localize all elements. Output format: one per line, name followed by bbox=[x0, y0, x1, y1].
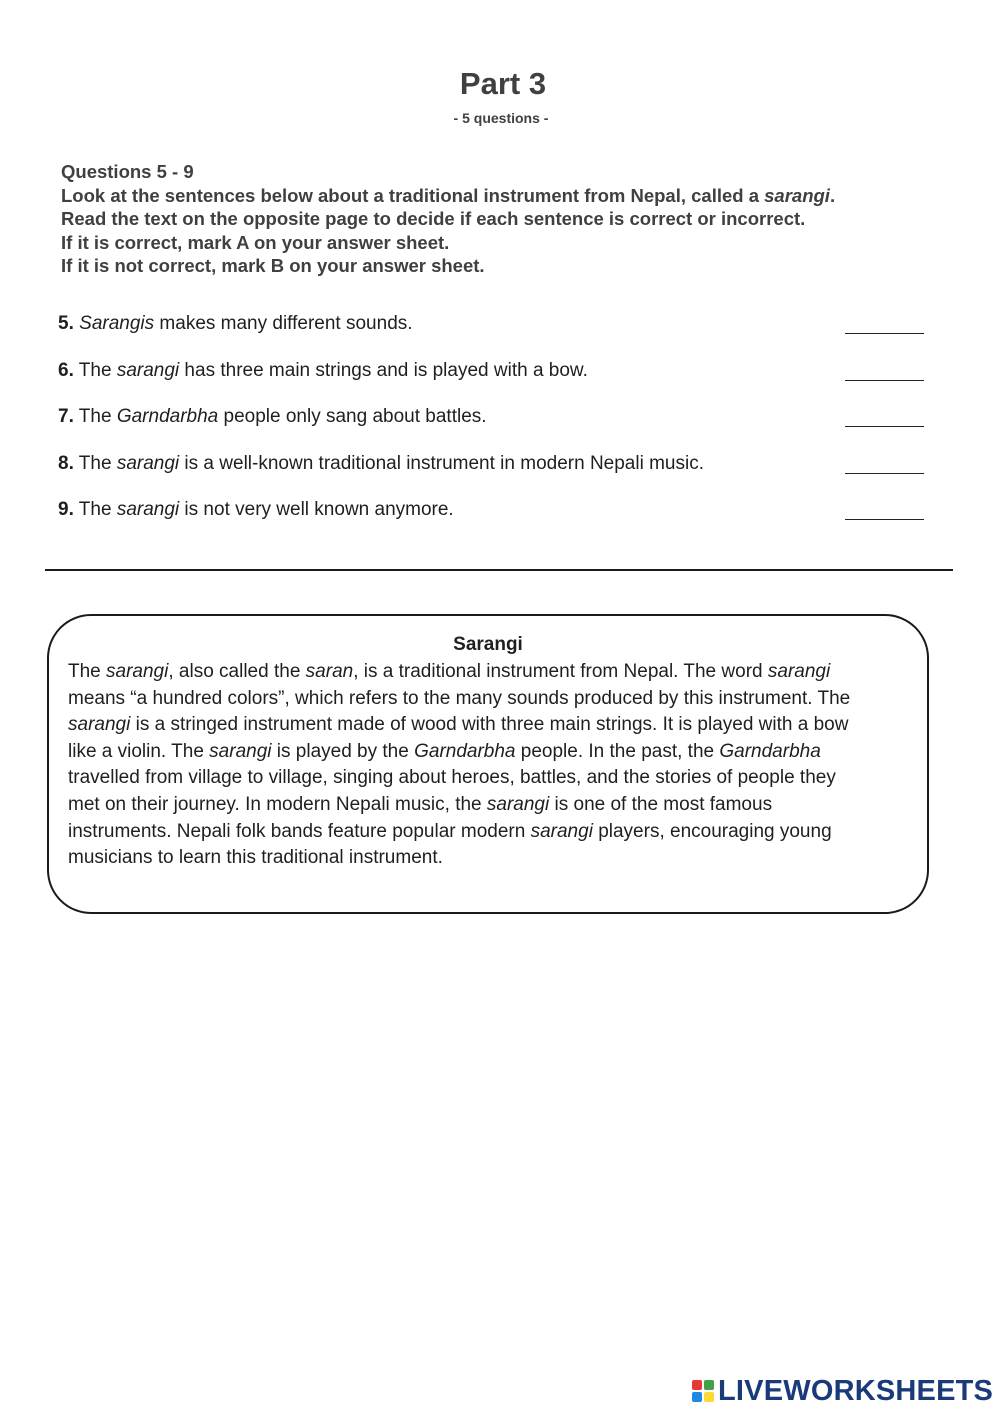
passage-line bbox=[68, 659, 928, 686]
question-number: 9. bbox=[58, 499, 74, 520]
question-5 bbox=[58, 312, 924, 359]
passage-italic: sarangi bbox=[106, 661, 169, 682]
question-number: 8. bbox=[58, 452, 74, 474]
passage-line bbox=[68, 845, 928, 872]
passage-text: is played by the bbox=[271, 740, 415, 762]
passage-italic: sarangi bbox=[486, 793, 550, 815]
question-italic: Sarangis bbox=[79, 313, 155, 334]
passage-text: , also called the bbox=[168, 661, 306, 682]
passage-text: met on their journey. In modern Nepali music, the bbox=[68, 793, 487, 815]
passage-text: The bbox=[68, 661, 107, 682]
question-number: 6. bbox=[58, 359, 74, 381]
logo-text: LIVEWORKSHEETS bbox=[718, 1374, 994, 1407]
question-pre: The bbox=[78, 406, 117, 427]
passage-italic: saran bbox=[305, 661, 354, 682]
instruction-line-3: If it is correct, mark A on your answer sheet. bbox=[61, 231, 450, 253]
question-pre: The bbox=[78, 452, 117, 474]
question-post: people only sang about battles. bbox=[218, 406, 487, 427]
passage-text: musicians to learn this traditional instrument. bbox=[68, 847, 443, 869]
question-list bbox=[58, 312, 924, 545]
logo-grid-icon bbox=[692, 1380, 714, 1402]
passage-text: is a stringed instrument made of wood with three main strings. It is played with a bow bbox=[130, 714, 849, 736]
liveworksheets-logo[interactable] bbox=[692, 1374, 993, 1408]
passage-italic: sarangi bbox=[767, 661, 831, 682]
question-7 bbox=[58, 405, 924, 452]
answer-blank[interactable] bbox=[845, 426, 924, 427]
question-pre: The bbox=[78, 499, 117, 520]
passage-line bbox=[68, 739, 928, 766]
passage-italic: Garndarbha bbox=[414, 740, 516, 762]
passage-line bbox=[68, 686, 928, 713]
passage-text: travelled from village to village, singing about heroes, battles, and the stories of people they bbox=[68, 767, 836, 789]
question-text bbox=[58, 359, 588, 383]
instruction-line-2: Read the text on the opposite page to decide if each sentence is correct or incorrect. bbox=[61, 208, 806, 229]
instruction-line-1-text: Look at the sentences below about a traditional instrument from Nepal, called a bbox=[61, 184, 765, 206]
passage-body bbox=[68, 659, 928, 872]
question-9 bbox=[58, 498, 924, 545]
passage-line bbox=[68, 792, 928, 819]
logo-square-icon bbox=[704, 1380, 714, 1390]
question-italic: sarangi bbox=[116, 499, 180, 520]
passage-italic: Garndarbha bbox=[719, 740, 821, 762]
question-post: makes many different sounds. bbox=[154, 313, 413, 334]
question-italic: Garndarbha bbox=[116, 406, 219, 427]
logo-square-icon bbox=[692, 1392, 702, 1402]
question-pre: The bbox=[78, 359, 117, 381]
instruction-line-1 bbox=[61, 184, 961, 208]
question-italic: sarangi bbox=[116, 452, 180, 474]
question-italic: sarangi bbox=[116, 359, 180, 381]
passage-text: is one of the most famous bbox=[549, 793, 773, 815]
passage-italic: sarangi bbox=[209, 740, 272, 762]
passage-text: instruments. Nepali folk bands feature popular modern bbox=[68, 820, 531, 842]
question-post: is a well-known traditional instrument in modern Nepali music. bbox=[179, 452, 704, 474]
instruction-line-1-italic: sarangi bbox=[764, 184, 830, 206]
question-number: 5. bbox=[58, 313, 74, 334]
page-subtitle: - 5 questions - bbox=[453, 110, 549, 126]
question-post: has three main strings and is played with a bow. bbox=[179, 359, 588, 381]
answer-blank[interactable] bbox=[845, 380, 924, 381]
instructions bbox=[61, 160, 961, 278]
question-text bbox=[58, 405, 487, 429]
question-text bbox=[58, 452, 704, 476]
passage-text: people. In the past, the bbox=[515, 740, 720, 762]
passage-italic: sarangi bbox=[530, 820, 593, 842]
passage-line bbox=[68, 765, 928, 792]
questions-range: Questions 5 - 9 bbox=[61, 161, 194, 182]
passage-text: , is a traditional instrument from Nepal. The word bbox=[353, 661, 768, 682]
question-6 bbox=[58, 359, 924, 406]
passage-text: like a violin. The bbox=[68, 740, 210, 762]
passage-italic: sarangi bbox=[68, 714, 131, 736]
section-divider bbox=[45, 569, 953, 571]
answer-blank[interactable] bbox=[845, 519, 924, 520]
page-title: Part 3 bbox=[459, 66, 547, 101]
logo-square-icon bbox=[692, 1380, 702, 1390]
passage-text: means “a hundred colors”, which refers to the many sounds produced by this instrument. The bbox=[68, 687, 851, 709]
passage-line bbox=[68, 712, 928, 739]
passage-text: players, encouraging young bbox=[592, 820, 832, 842]
passage-line bbox=[68, 819, 928, 846]
answer-blank[interactable] bbox=[845, 333, 924, 334]
question-number: 7. bbox=[58, 406, 74, 427]
question-text bbox=[58, 312, 413, 336]
answer-blank[interactable] bbox=[845, 473, 924, 474]
question-post: is not very well known anymore. bbox=[179, 499, 454, 520]
instruction-line-1-end: . bbox=[829, 184, 836, 206]
passage-title: Sarangi bbox=[453, 634, 523, 655]
logo-square-icon bbox=[704, 1392, 714, 1402]
question-text bbox=[58, 498, 454, 522]
instruction-line-4: If it is not correct, mark B on your answer sheet. bbox=[61, 255, 485, 276]
question-8 bbox=[58, 452, 924, 499]
